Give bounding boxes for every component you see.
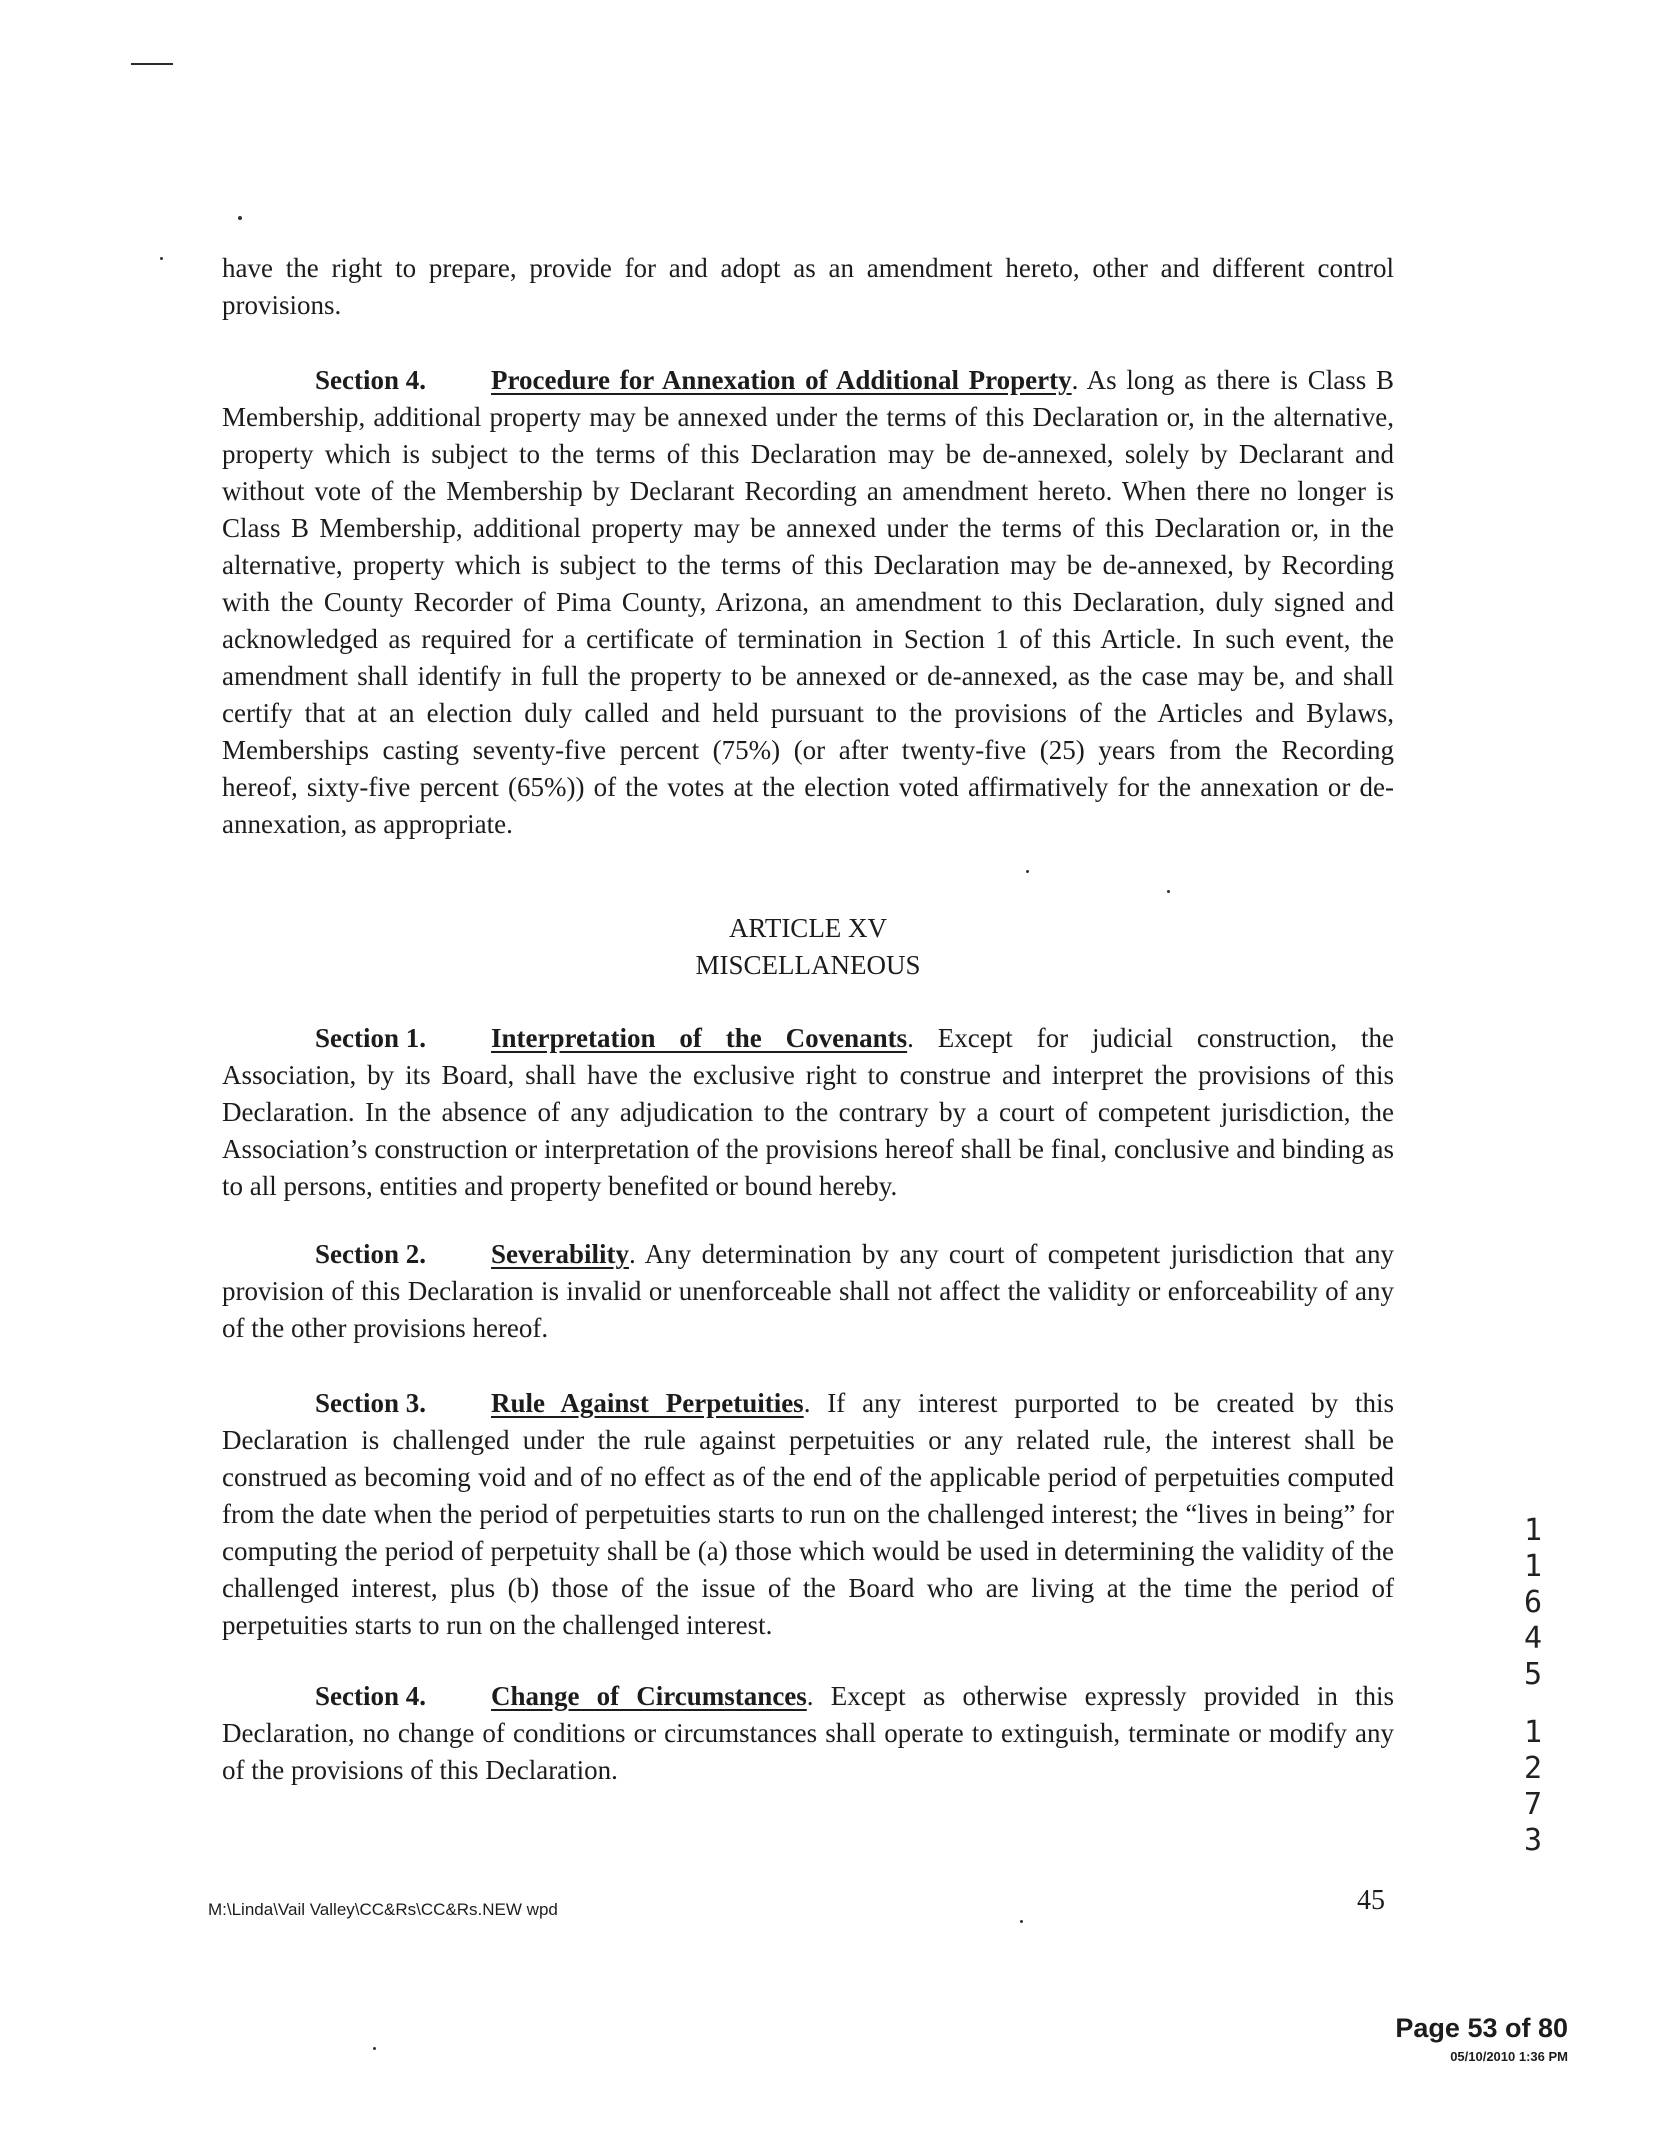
section-paragraph-interpretation <box>222 1020 1394 1205</box>
continuation-paragraph: have the right to prepare, provide for and adopt as an amendment hereto, other and different control provisions. <box>222 253 1394 320</box>
stamp-digit: 4 <box>1523 1621 1543 1656</box>
footer-file-path: M:\Linda\Vail Valley\CC&Rs\CC&Rs.NEW wpd <box>208 1900 558 1919</box>
scan-speck <box>1026 870 1029 873</box>
recorder-page-counter: Page 53 of 80 <box>1395 2013 1568 2043</box>
top-margin-rule <box>131 63 173 65</box>
scan-speck <box>373 2047 376 2050</box>
section-paragraph-severability <box>222 1236 1394 1347</box>
stamp-digit: 1 <box>1523 1549 1543 1584</box>
scan-speck <box>1167 890 1170 893</box>
section-title: Change of Circumstances <box>491 1681 807 1711</box>
article-title: MISCELLANEOUS <box>695 950 921 980</box>
section-paragraph-circumstances <box>222 1678 1394 1789</box>
section-label: Section 1. <box>315 1023 426 1053</box>
scan-speck <box>1020 1920 1023 1923</box>
scan-speck <box>160 257 163 260</box>
article-number: ARTICLE XV <box>728 913 888 943</box>
section-text: . Except as otherwise expressly provided in this Declaration, no change of conditions or circumstances shall operate to extinguish, terminate or modify any of the provisions of this Declaration. <box>222 1681 1395 1785</box>
footer-page-number: 45 <box>1357 1885 1385 1916</box>
stamp-digit: 2 <box>1523 1751 1543 1786</box>
section-text: . Except for judicial construction, the Association, by its Board, shall have the exclusive right to construe and interpret the provisions of this Declaration. In the absence of any adjudication to the contrary by a court of competent jurisdiction, the Association’s construction or interpretation of the provisions hereof shall be final, conclusive and binding as to all persons, entities and property benefited or bound hereby. <box>222 1023 1394 1201</box>
recording-number-stamp <box>1518 1513 1548 1859</box>
stamp-digit: 3 <box>1523 1823 1543 1858</box>
section-label: Section 4. <box>315 1681 426 1711</box>
stamp-gap <box>1518 1693 1548 1715</box>
section-title: Interpretation of the Covenants <box>491 1023 908 1053</box>
scan-speck <box>238 216 242 220</box>
stamp-digit: 7 <box>1523 1787 1543 1822</box>
section-text: . Any determination by any court of competent jurisdiction that any provision of this Declaration is invalid or unenforceable shall not affect the validity or enforceability of any of the other provisions hereof. <box>222 1239 1394 1343</box>
section-title: Severability <box>491 1239 629 1269</box>
stamp-digit: 6 <box>1523 1585 1543 1620</box>
section-title: Rule Against Perpetuities <box>491 1388 804 1418</box>
section-label: Section 3. <box>315 1388 426 1418</box>
recorder-timestamp: 05/10/2010 1:36 PM <box>1450 2049 1568 2064</box>
section-label: Section 2. <box>315 1239 426 1269</box>
section-title: Procedure for Annexation of Additional Property <box>491 365 1072 395</box>
stamp-digit: 1 <box>1523 1715 1543 1750</box>
section-label: Section 4. <box>315 365 426 395</box>
section-text: . As long as there is Class B Membership, additional property may be annexed under the terms of this Declaration or, in the alternative, property which is subject to the terms of this Declaration may be de-annexed, solely by Declarant and without vote of the Membership by Declarant Recording an amendment hereto. When there no longer is Class B Membership, additional property may be annexed under the terms of this Declaration or, in the alternative, property which is subject to the terms of this Declaration may be de-annexed, by Recording with the County Recorder of Pima County, Arizona, an amendment to this Declaration, duly signed and acknowledged as required for a certificate of termination in Section 1 of this Article. In such event, the amendment shall identify in full the property to be annexed or de-annexed, as the case may be, and shall certify that at an election duly called and held pursuant to the provisions of the Articles and Bylaws, Memberships casting seventy-five percent (75%) (or after twenty-five (25) years from the Recording hereof, sixty-five percent (65%)) of the votes at the election voted affirmatively for the annexation or de-annexation, as appropriate. <box>222 365 1395 839</box>
section-paragraph-annexation <box>222 362 1394 843</box>
section-text: . If any interest purported to be created by this Declaration is challenged under the rule against perpetuities or any related rule, the interest shall be construed as becoming void and of no effect as of the end of the applicable period of perpetuities computed from the date when the period of perpetuities starts to run on the challenged interest; the “lives in being” for computing the period of perpetuity shall be (a) those which would be used in determining the validity of the challenged interest, plus (b) those of the issue of the Board who are living at the time the period of perpetuities starts to run on the challenged interest. <box>222 1388 1394 1640</box>
stamp-digit: 5 <box>1523 1657 1543 1692</box>
stamp-digit: 1 <box>1523 1513 1543 1548</box>
section-paragraph-perpetuities <box>222 1385 1394 1644</box>
